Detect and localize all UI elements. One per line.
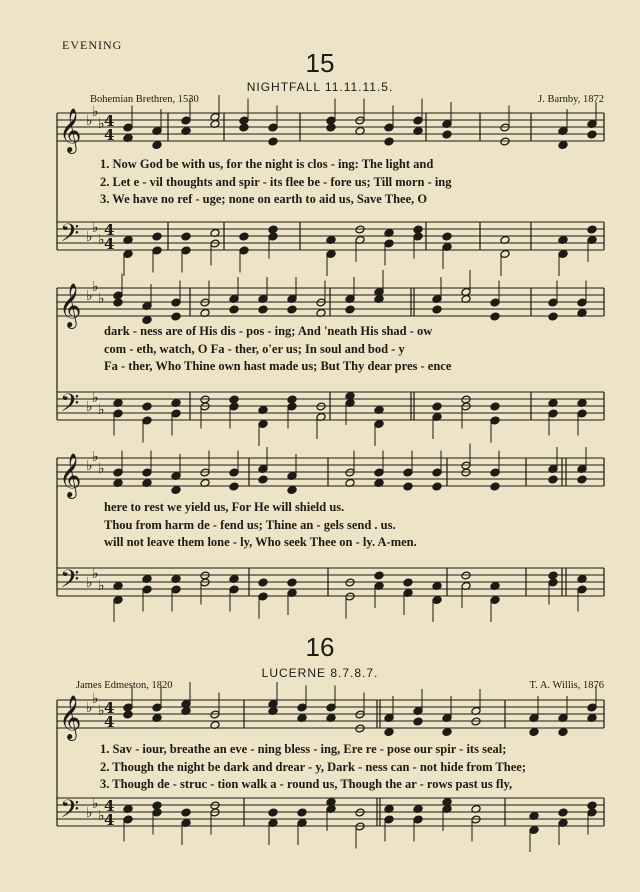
note-head [558,728,568,737]
note-head [142,316,152,325]
note-head [229,482,239,491]
note-head [287,578,297,587]
lyric-line: Thou from harm de - fend us; Thine an - gels send . us. [104,518,396,532]
note-head [577,475,587,484]
bass-clef: 𝄢 [60,389,80,424]
lyric-line: com - eth, watch, O Fa - ther, o'er us; In soul and bod - y [104,342,405,356]
flat-sign: ♭ [86,805,93,821]
lyric-line: 3. We have no ref - uge; none on earth to aid us, Save Thee, O [100,192,428,206]
note-head [384,728,394,737]
flat-sign: ♭ [98,232,105,248]
note-head [432,305,442,314]
note-head [490,402,500,411]
note-head [171,312,181,321]
note-head [442,232,452,241]
composer-credit: J. Barnby, 1872 [538,94,604,105]
note-head [403,578,413,587]
lyric-line: Fa - ther, Who Thine own hast made us; But Thy dear pres - ence [104,359,452,373]
text-source: Bohemian Brethren, 1530 [90,94,199,105]
flat-sign: ♭ [86,288,93,304]
flat-sign: ♭ [86,458,93,474]
lyric-line: 2. Let e - vil thoughts and spir - its flee be - fore us; Till morn - ing [100,175,452,189]
note-head [413,717,423,726]
flat-sign: ♭ [86,229,93,245]
note-head [442,728,452,737]
note-head [548,312,558,321]
note-head [181,232,191,241]
text-source: James Edmeston, 1820 [76,680,173,691]
flat-sign: ♭ [98,808,105,824]
note-head [490,312,500,321]
flat-sign: ♭ [86,575,93,591]
lyric-line: here to rest we yield us, For He will shield us. [104,500,345,514]
note-head [239,123,249,132]
note-head [123,710,133,719]
flat-sign: ♭ [92,220,99,236]
time-signature: 4 [104,235,115,253]
flat-sign: ♭ [92,566,99,582]
flat-sign: ♭ [86,399,93,415]
lyric-line: 3. Though de - struc - tion walk a - round us, Though the ar - rows past us fly, [100,777,513,791]
note-head [287,486,297,495]
note-head [229,305,239,314]
flat-sign: ♭ [92,796,99,812]
flat-sign: ♭ [92,449,99,465]
note-head [152,141,162,150]
bass-clef: 𝄢 [60,219,80,254]
note-head [490,482,500,491]
flat-sign: ♭ [92,279,99,295]
lyric-line: 2. Though the night be dark and drear - y, Dark - ness can - not hide from Thee; [100,760,526,774]
time-signature: 4 [104,112,115,130]
time-signature: 4 [104,126,115,144]
lyric-line: dark - ness are of His dis - pos - ing; And 'neath His shad - ow [104,324,433,338]
note-head [171,486,181,495]
time-signature: 4 [104,811,115,829]
flat-sign: ♭ [98,116,105,132]
tune-name: LUCERNE 8.7.8.7. [261,666,379,680]
note-head [287,305,297,314]
section-header: EVENING [62,38,123,52]
note-head [403,482,413,491]
time-signature: 4 [104,797,115,815]
note-head [442,130,452,139]
flat-sign: ♭ [92,104,99,120]
note-head [587,130,597,139]
note-head [529,728,539,737]
note-head [258,578,268,587]
flat-sign: ♭ [98,291,105,307]
flat-sign: ♭ [98,703,105,719]
note-head [142,402,152,411]
lyric-line: 1. Now God be with us, for the night is clos - ing: The light and [100,157,434,171]
flat-sign: ♭ [98,578,105,594]
treble-clef: 𝄞 [59,283,82,327]
note-head [326,123,336,132]
flat-sign: ♭ [92,390,99,406]
note-head [432,482,442,491]
flat-sign: ♭ [98,461,105,477]
flat-sign: ♭ [86,700,93,716]
lyric-line: will not leave them lone - ly, Who seek Thee on - ly. A-men. [104,535,417,549]
time-signature: 4 [104,699,115,717]
tune-name: NIGHTFALL 11.11.11.5. [246,80,394,94]
flat-sign: ♭ [98,402,105,418]
note-head [374,571,384,580]
lyric-line: 1. Sav - iour, breathe an eve - ning bless - ing, Ere re - pose our spir - its seal; [100,742,507,756]
treble-clef: 𝄞 [59,453,82,497]
note-head [152,232,162,241]
note-head [258,305,268,314]
note-head [345,305,355,314]
note-head [113,298,123,307]
hymn-number: 16 [305,632,335,662]
bass-clef: 𝄢 [60,565,80,600]
time-signature: 4 [104,221,115,239]
treble-clef: 𝄞 [59,695,82,739]
flat-sign: ♭ [92,691,99,707]
note-head [268,137,278,146]
treble-clef: 𝄞 [59,108,82,152]
hymn-number: 15 [305,48,335,78]
note-head [258,475,268,484]
bass-clef: 𝄢 [60,795,80,830]
note-head [239,232,249,241]
flat-sign: ♭ [86,113,93,129]
note-head [587,225,597,234]
note-head [548,475,558,484]
note-head [384,137,394,146]
note-head [432,402,442,411]
composer-credit: T. A. Willis, 1876 [529,680,604,691]
note-head [558,141,568,150]
time-signature: 4 [104,713,115,731]
